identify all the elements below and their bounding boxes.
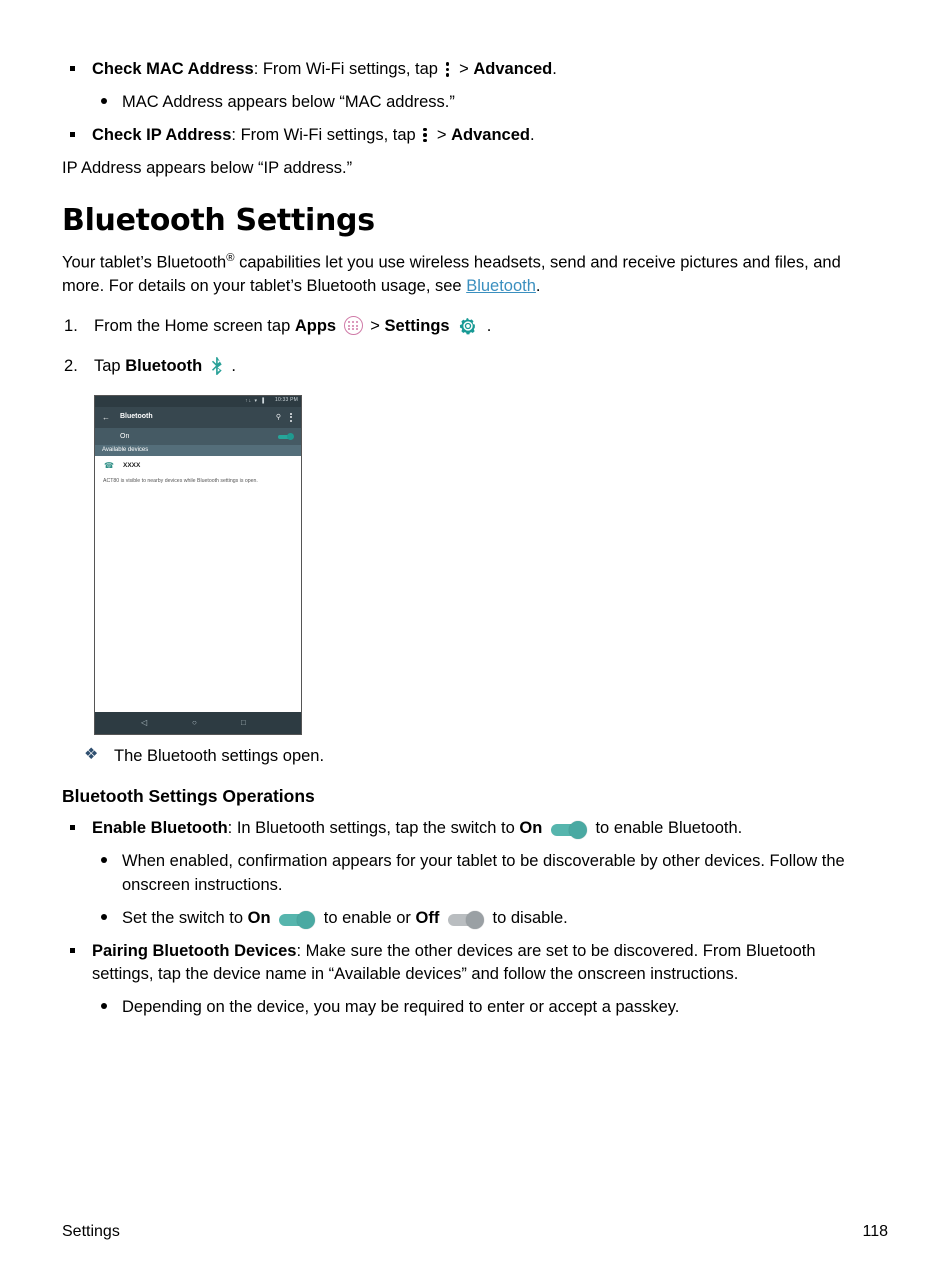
search-icon[interactable]: ⚲ (275, 413, 281, 421)
sub-bullet-text: Depending on the device, you may be required to enter or accept a passkey. (122, 998, 680, 1017)
app-bar-title: Bluetooth (120, 412, 153, 420)
visibility-note: ACT80 is visible to nearby devices while Bluetooth settings is open. (103, 477, 258, 484)
footer-section: Settings (62, 1223, 120, 1240)
bullet-text: : From Wi-Fi settings, tap (253, 60, 438, 78)
bullet-bold-label: Check IP Address (92, 125, 232, 144)
bluetooth-on-row (95, 428, 301, 445)
device-screenshot (94, 395, 304, 735)
operations-list (62, 817, 880, 1020)
toggle-switch-off[interactable] (448, 911, 484, 929)
step-text-2: > (370, 317, 380, 336)
navigation-bar (95, 712, 301, 734)
nav-home-icon[interactable]: ○ (192, 717, 197, 727)
operations-heading: Bluetooth Settings Operations (62, 785, 315, 806)
list-item (62, 315, 880, 339)
list-item (62, 817, 880, 931)
result-note-text: The Bluetooth settings open. (114, 746, 325, 765)
list-item[interactable] (95, 456, 301, 474)
list-item (92, 996, 880, 1020)
footer-page-number: 118 (862, 1223, 888, 1240)
nav-recent-icon[interactable]: □ (241, 717, 246, 727)
apps-grid-icon (344, 316, 363, 335)
page-title: Bluetooth Settings (62, 202, 375, 238)
phone-icon: ☎ (104, 460, 114, 470)
toggle-switch-on[interactable] (279, 911, 315, 929)
tablet-frame (94, 395, 302, 735)
op-text-2: to enable Bluetooth. (595, 818, 743, 837)
overflow-menu-icon (423, 127, 429, 143)
op-bold-label: Enable Bluetooth (92, 818, 228, 837)
result-note (84, 747, 880, 766)
ip-address-note: IP Address appears below “IP address.” (62, 158, 353, 177)
available-devices-header: Available devices (95, 445, 301, 456)
enable-bluetooth-sub-list (92, 850, 880, 931)
toggle-switch-on[interactable] (551, 821, 587, 839)
list-item (62, 355, 880, 379)
bluetooth-icon (210, 357, 224, 375)
list-item (92, 91, 880, 115)
sub-bullet-text: MAC Address appears below “MAC address.” (122, 92, 455, 111)
list-item (62, 124, 880, 148)
status-bar (95, 396, 301, 407)
bullet-text-mid: > (436, 125, 447, 144)
list-item (62, 940, 880, 1021)
device-name: XXXX (123, 461, 141, 469)
bluetooth-on-label: On (120, 432, 130, 440)
sub-bold-on: On (247, 908, 271, 927)
step-text-1: Tap (94, 356, 121, 375)
back-arrow-icon[interactable]: ← (102, 412, 110, 422)
step-bold-bluetooth: Bluetooth (125, 356, 203, 375)
step-bold-settings: Settings (384, 317, 450, 336)
steps-list (62, 315, 880, 379)
mac-ip-bullet-list (62, 58, 880, 148)
intro-text-1: Your tablet’s Bluetooth (62, 253, 227, 272)
sub-bold-off: Off (415, 908, 440, 927)
sub-text-2: to enable or (323, 908, 411, 927)
status-bar-time: 10:33 PM (274, 397, 298, 404)
bullet-text-end: . (552, 60, 557, 78)
page-content (62, 58, 880, 1029)
sub-bullet-text: When enabled, confirmation appears for your tablet to be discoverable by other devices. Follow the onscreen instructions. (122, 851, 845, 894)
sub-text-3: to disable. (492, 908, 568, 927)
bullet-bold-label: Check MAC Address (92, 60, 254, 78)
intro-text-2: capabilities let you use wireless headsets, send and receive pictures and files, and more. For details on your tablet’s Bluetooth usage, see (62, 253, 841, 296)
op-text-1: : In Bluetooth settings, tap the switch to (227, 818, 515, 837)
bluetooth-toggle-switch[interactable] (278, 433, 294, 440)
step-text-3: . (486, 317, 492, 336)
list-item (92, 850, 880, 898)
nav-back-icon[interactable]: ◁ (141, 717, 148, 727)
list-item (62, 58, 880, 115)
list-item (92, 907, 880, 931)
app-bar (95, 407, 301, 428)
bullet-text: : From Wi-Fi settings, tap (231, 125, 416, 144)
intro-paragraph (62, 250, 880, 299)
sub-text-1: Set the switch to (122, 908, 244, 927)
bullet-bold-label-2: Advanced (451, 125, 530, 144)
step-bold-apps: Apps (294, 317, 337, 336)
overflow-menu-icon (446, 61, 452, 77)
intro-text-3: . (535, 277, 541, 296)
gear-icon (458, 316, 478, 336)
bullet-bold-label-2: Advanced (473, 60, 553, 78)
op-bold-label: Pairing Bluetooth Devices (92, 941, 297, 960)
page-footer (62, 1223, 888, 1241)
pairing-sub-list (92, 996, 880, 1020)
step-text-1: From the Home screen tap (94, 317, 291, 336)
bluetooth-link[interactable]: Bluetooth (466, 277, 536, 296)
overflow-menu-icon[interactable] (290, 412, 293, 423)
step-text-3: . (231, 356, 236, 375)
status-bar-icons: ↑↓ ▾ ▐ (245, 397, 265, 404)
op-bold-on: On (519, 818, 543, 837)
op-text-1: : Make sure the other devices are set to be discovered. From Bluetooth settings, tap the device name in “Available devices” and follow the onscreen instructions. (92, 941, 816, 984)
registered-mark: ® (226, 251, 235, 264)
mac-sub-list (92, 91, 880, 115)
bullet-text-end: . (529, 125, 535, 144)
bullet-text-mid: > (459, 60, 469, 78)
